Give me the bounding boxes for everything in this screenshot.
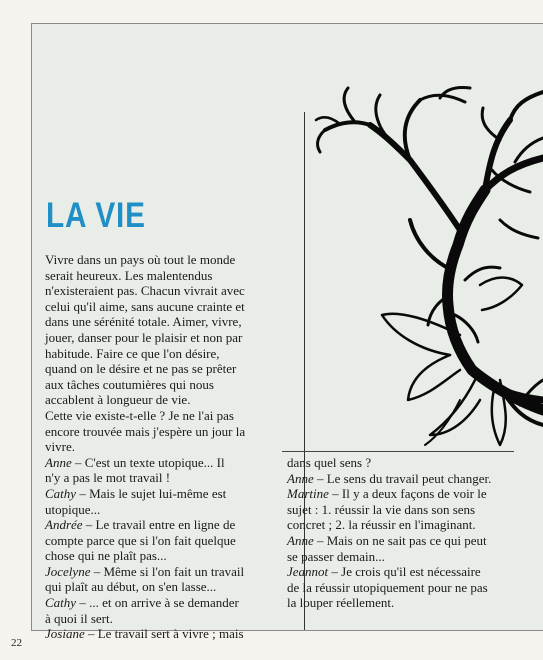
- speech-line: se passer demain...: [287, 548, 385, 564]
- intro-line: aux tâches coutumières qui nous: [45, 376, 214, 392]
- speaker-name: Jeannot: [287, 564, 329, 580]
- speech-line: – Le sens du travail peut changer.: [316, 470, 492, 486]
- dialogue-entry: [45, 455, 263, 486]
- intro-line: serait heureux. Les malentendus: [45, 267, 213, 283]
- speech-line: – Le travail sert à vivre ; mais: [87, 626, 244, 642]
- speaker-name: Martine: [287, 486, 329, 502]
- speaker-name: Anne: [45, 454, 72, 470]
- dialogue-entry: [45, 486, 263, 517]
- speech-line: la louper réellement.: [287, 595, 395, 611]
- speech-line: – Je crois qu'il est nécessaire: [331, 564, 481, 580]
- dialogue-entry: [287, 564, 513, 611]
- speech-line: – C'est un texte utopique... Il: [74, 454, 225, 470]
- speaker-name: Anne: [287, 532, 314, 548]
- speaker-name: Andrée: [45, 517, 83, 533]
- speaker-name: Anne: [287, 470, 314, 486]
- left-column: [45, 252, 263, 642]
- intro-line: accablent à longueur de vie.: [45, 392, 191, 408]
- intro-paragraph: [45, 252, 263, 455]
- speech-line: à quoi il sert.: [45, 610, 113, 626]
- dialogue-entry: [287, 471, 513, 487]
- speaker-name: Cathy: [45, 595, 77, 611]
- show-through-print: [290, 44, 490, 104]
- column-rule: [282, 451, 514, 452]
- speech-line: concret ; 2. la réussir en l'imaginant.: [287, 517, 476, 533]
- intro-line: quand on le désire et ne pas se prêter: [45, 361, 237, 377]
- intro-line: habitude. Faire ce que l'on désire,: [45, 345, 220, 361]
- intro-line: Cette vie existe-t-elle ? Je ne l'ai pas: [45, 407, 234, 423]
- speaker-name: Cathy: [45, 485, 77, 501]
- intro-line: jouer, danser pour le plaisir et non par: [45, 329, 243, 345]
- page-number: 22: [11, 637, 22, 649]
- speech-line: utopique...: [45, 501, 101, 517]
- intro-line: dans une sérénité totale. Aimer, vivre,: [45, 314, 242, 330]
- dialogue-entry: [45, 517, 263, 564]
- intro-line: vivre.: [45, 439, 75, 455]
- dialogue-entry: [287, 486, 513, 533]
- intro-line: celui qu'il aime, sans aucune crainte et: [45, 298, 245, 314]
- speech-line: chose qui ne plaît pas...: [45, 548, 167, 564]
- right-column: [287, 455, 513, 611]
- speech-line: – Mais on ne sait pas ce qui peut: [316, 532, 487, 548]
- intro-line: encore trouvée mais j'espère un jour la: [45, 423, 246, 439]
- tree-branch-icon: [300, 80, 543, 480]
- speech-line: n'y a pas le mot travail !: [45, 470, 171, 486]
- dialogue-entry: [287, 533, 513, 564]
- speech-line: – Il y a deux façons de voir le: [332, 486, 487, 502]
- speech-line: compte parce que si l'on fait quelque: [45, 532, 236, 548]
- continuation-line: dans quel sens ?: [287, 455, 372, 470]
- speaker-name: Jocelyne: [45, 563, 91, 579]
- dialogue-entry: [45, 626, 263, 642]
- speech-line: qui plaît au début, on s'en lasse...: [45, 579, 217, 595]
- speech-line: sujet : 1. réussir la vie dans son sens: [287, 501, 476, 517]
- intro-line: Vivre dans un pays où tout le monde: [45, 252, 236, 267]
- dialogue-entry: [45, 564, 263, 595]
- speaker-name: Josiane: [45, 626, 85, 642]
- speech-line: – ... et on arrive à se demander: [79, 595, 239, 611]
- speech-line: – Mais le sujet lui-même est: [79, 485, 227, 501]
- dialogue-entry: [45, 595, 263, 626]
- speech-line: – Même si l'on fait un travail: [93, 563, 245, 579]
- intro-line: n'existeraient pas. Chacun vivrait avec: [45, 283, 245, 299]
- speech-line: – Le travail entre en ligne de: [85, 517, 236, 533]
- page-title: LA VIE: [46, 196, 146, 235]
- speech-line: de la réussir utopiquement pour ne pas: [287, 579, 488, 595]
